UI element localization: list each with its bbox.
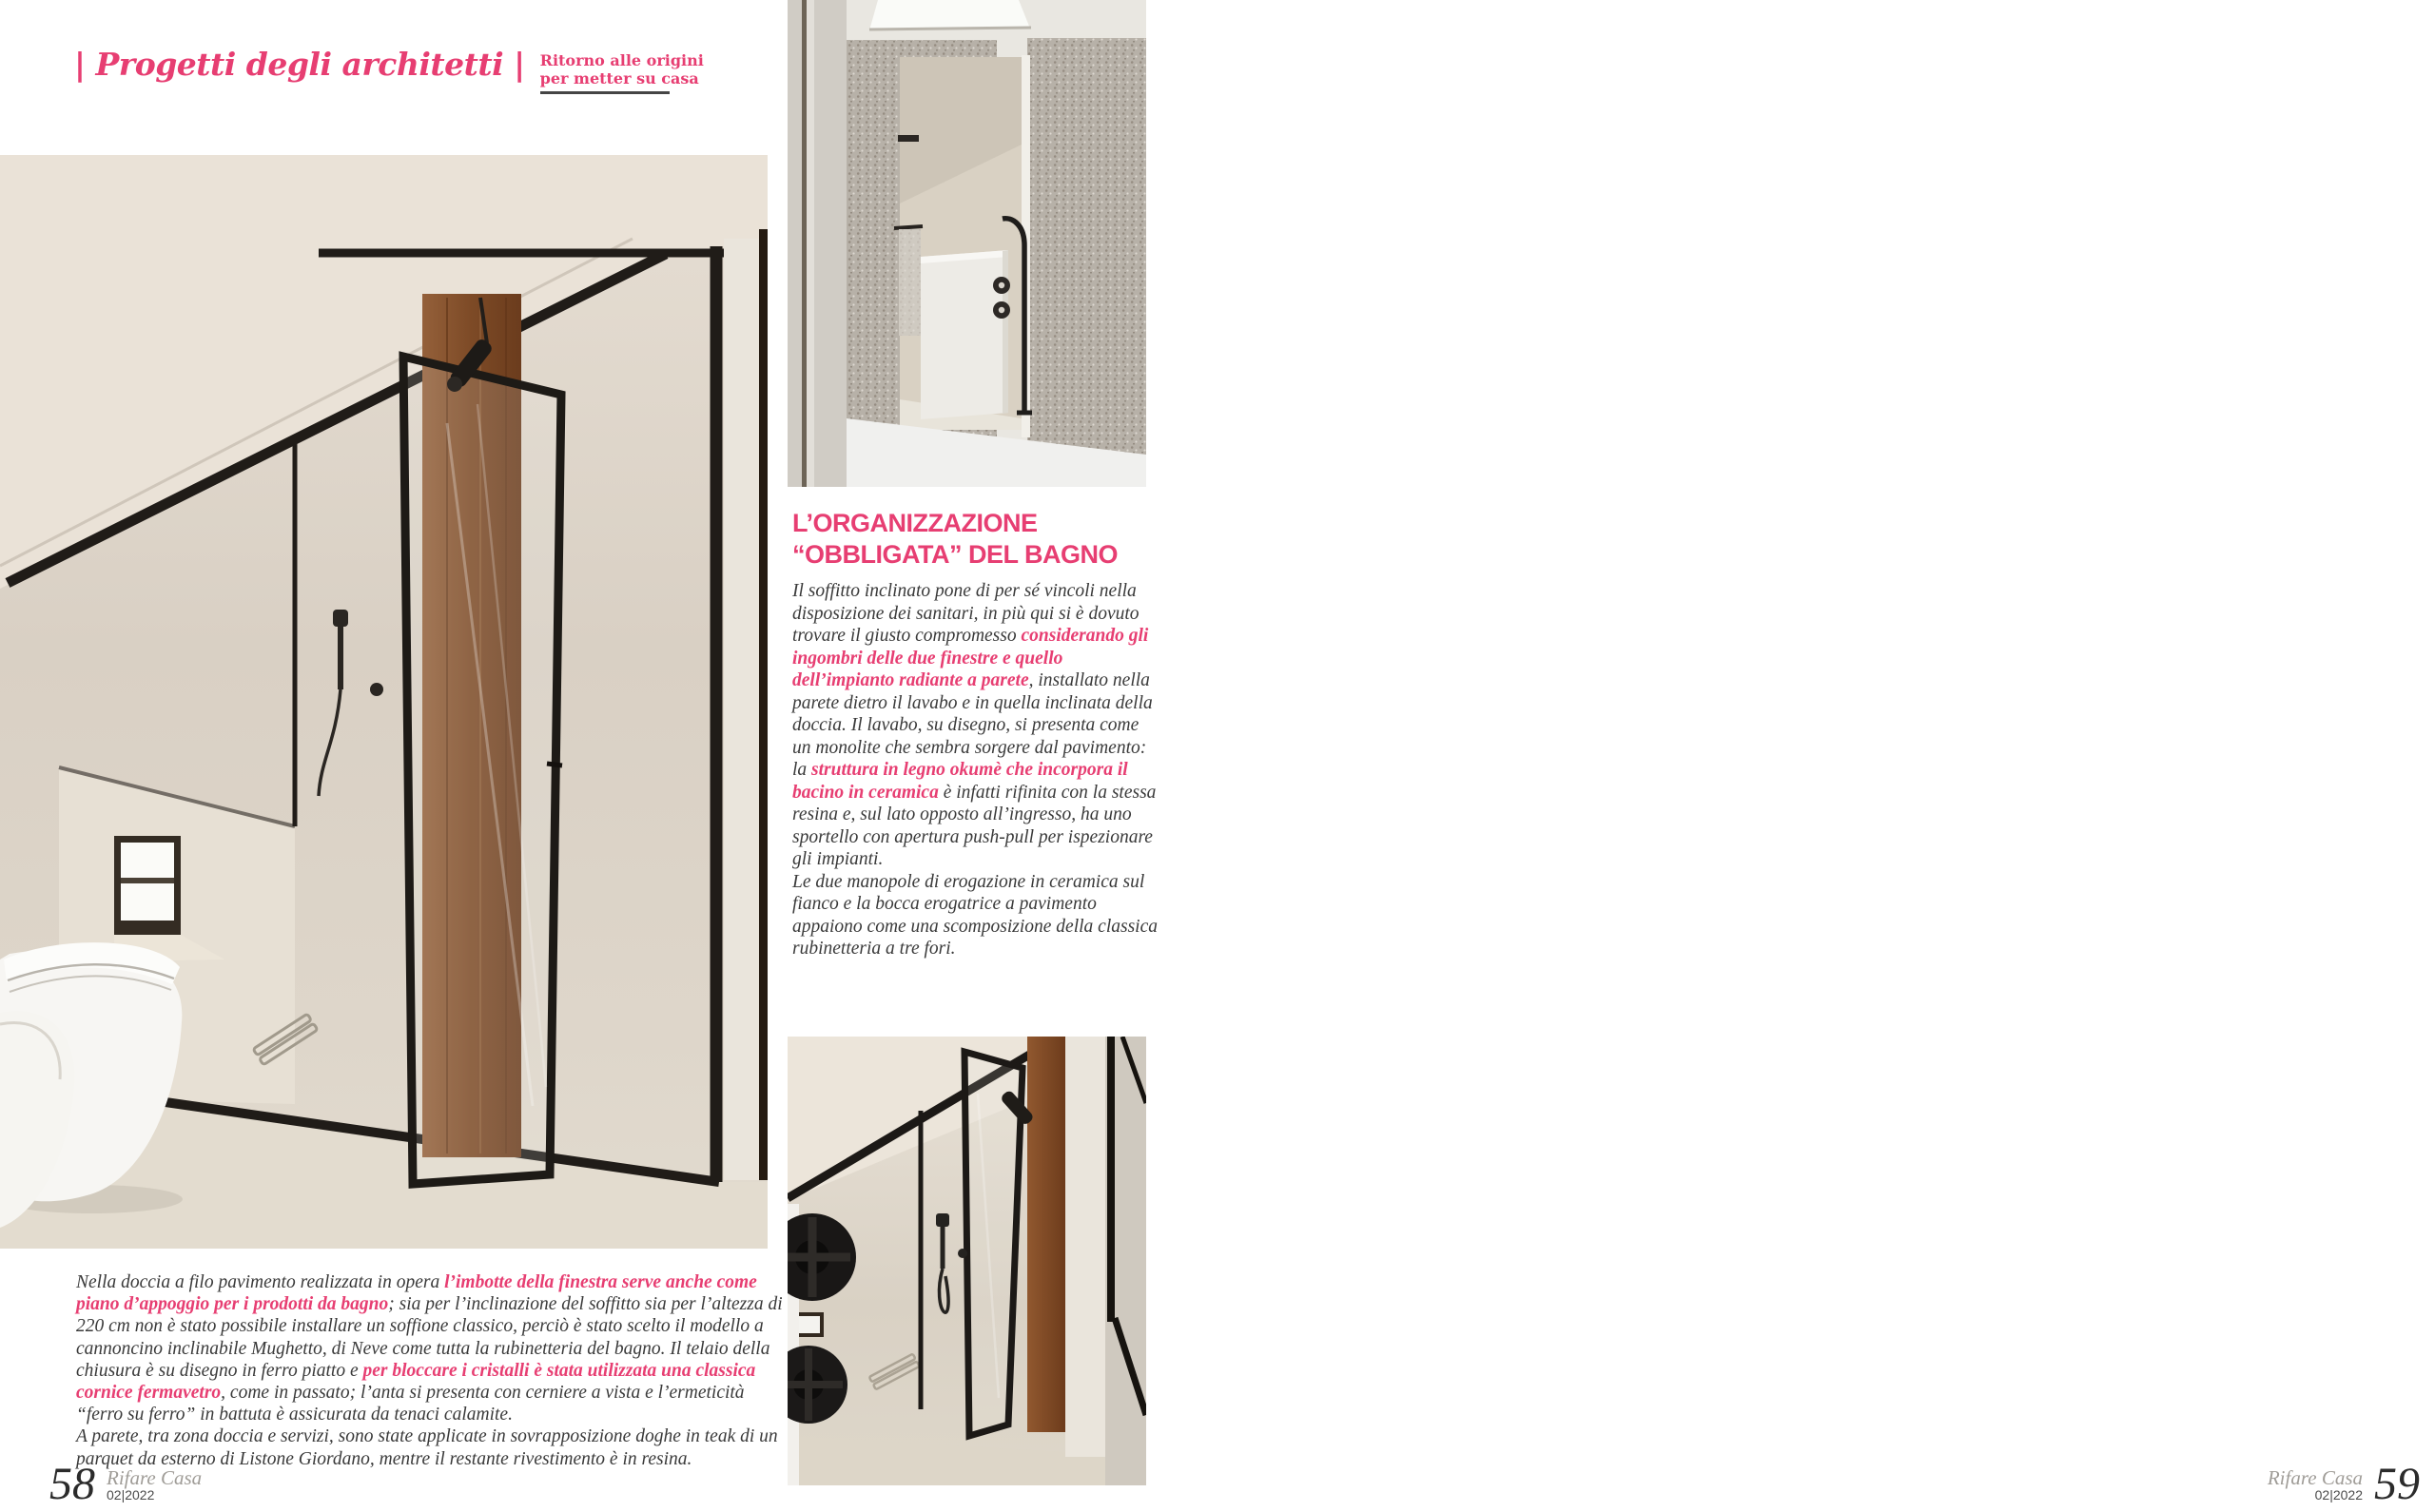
kicker-underline: [540, 91, 670, 94]
page-number-right: 59: [2374, 1459, 2420, 1509]
photo-main-attic-bathroom: [0, 155, 768, 1249]
article-heading-line-1: L’ORGANIZZAZIONE: [792, 509, 1038, 537]
mirror-panel: [1105, 1037, 1146, 1485]
section-title: | Progetti degli architetti |: [74, 46, 525, 83]
caption-paragraph-1: Nella doccia a filo pavimento realizzata in opera l’imbotte della finestra serve anche come piano d’appoggio per i prodotti da bagno; sia per l’inclinazione del soffitto sia per l’altezza di 220 cm non è stato possibile installare un soffione classico, perciò è stato scelto il modello a cannoncino inclinabile Mughetto, di Neve come tutta la rubinetteria del bagno. Il telaio della chiusura è su disegno in ferro piatto e per bloccare i cristalli è stata utilizzata una classica cornice fermavetro, come in passato; l’anta si presenta con cerniere a vista e l’ermeticità “ferro su ferro” in battuta è assicurata da tenaci calamite.: [76, 1272, 783, 1425]
near-wall-highlight: [807, 0, 814, 487]
article-body: [792, 580, 1161, 960]
masthead: [74, 46, 704, 94]
photo-washbasin-corridor: [788, 0, 1146, 487]
near-wall-reveal: [802, 0, 807, 487]
issue-number: 02|2022: [2314, 1487, 2363, 1502]
right-wall-strip: [724, 239, 762, 1180]
near-wall: [788, 0, 847, 487]
footer-meta-right: [2268, 1468, 2363, 1504]
skylight-edge: [869, 28, 1031, 29]
photo-main-illustration: [0, 155, 768, 1249]
monolith-washbasin: [921, 250, 1008, 419]
terrazzo-wall-right: [1027, 38, 1146, 456]
magazine-name: Rifare Casa: [2267, 1466, 2363, 1489]
footer-left: [49, 1459, 203, 1509]
skylight: [869, 0, 1030, 30]
article-paragraph-2: Le due manopole di erogazione in ceramica sul fianco e la bocca erogatrice a pavimento appaiono come una scomposizione della classica rubinetteria a tre fori.: [792, 871, 1158, 959]
photo-open-shower-door: [788, 1037, 1146, 1485]
article-heading: [792, 508, 1118, 571]
photo-caption: [76, 1271, 788, 1470]
caption-paragraph-2: A parete, tra zona doccia e servizi, sono state applicate in sovrapposizione doghe in teak di un parquet da esterno di Listone Giordano, mentre il restante rivestimento è in resina.: [76, 1426, 778, 1469]
right-wall: [1065, 1037, 1105, 1457]
kicker: [540, 46, 704, 94]
page-number-left: 58: [49, 1459, 95, 1509]
photo-shower-door-illustration: [788, 1037, 1146, 1485]
photo-washbasin-illustration: [788, 0, 1146, 487]
issue-number: 02|2022: [107, 1487, 155, 1502]
footer-right: [2267, 1459, 2420, 1509]
teak-panel: [1027, 1037, 1065, 1432]
pivot-glass-door: [403, 357, 562, 1184]
article-paragraph-1: Il soffitto inclinato pone di per sé vincoli nella disposizione dei sanitari, in più qui si è dovuto trovare il giusto compromesso considerando gli ingombri delle due finestre e quello dell’impianto radiante a parete, installato nella parete dietro il lavabo e in quella inclinata della doccia. Il lavabo, su disegno, si presenta come un monolite che sembra sorgere dal pavimento: la struttura in legno okumè che incorpora il bacino in ceramica è infatti rifinita con la stessa resina e, sul lato opposto all’ingresso, ha uno sportello con apertura push-pull per ispezionare gli impianti.: [792, 581, 1157, 869]
article-heading-line-2: “OBBLIGATA” DEL BAGNO: [792, 540, 1118, 569]
kicker-line-1: Ritorno alle origini: [539, 51, 704, 69]
kicker-line-2: per metter su casa: [539, 69, 699, 87]
footer-meta-left: [107, 1468, 202, 1504]
magazine-name: Rifare Casa: [107, 1466, 203, 1489]
right-dark-edge: [759, 229, 768, 1180]
